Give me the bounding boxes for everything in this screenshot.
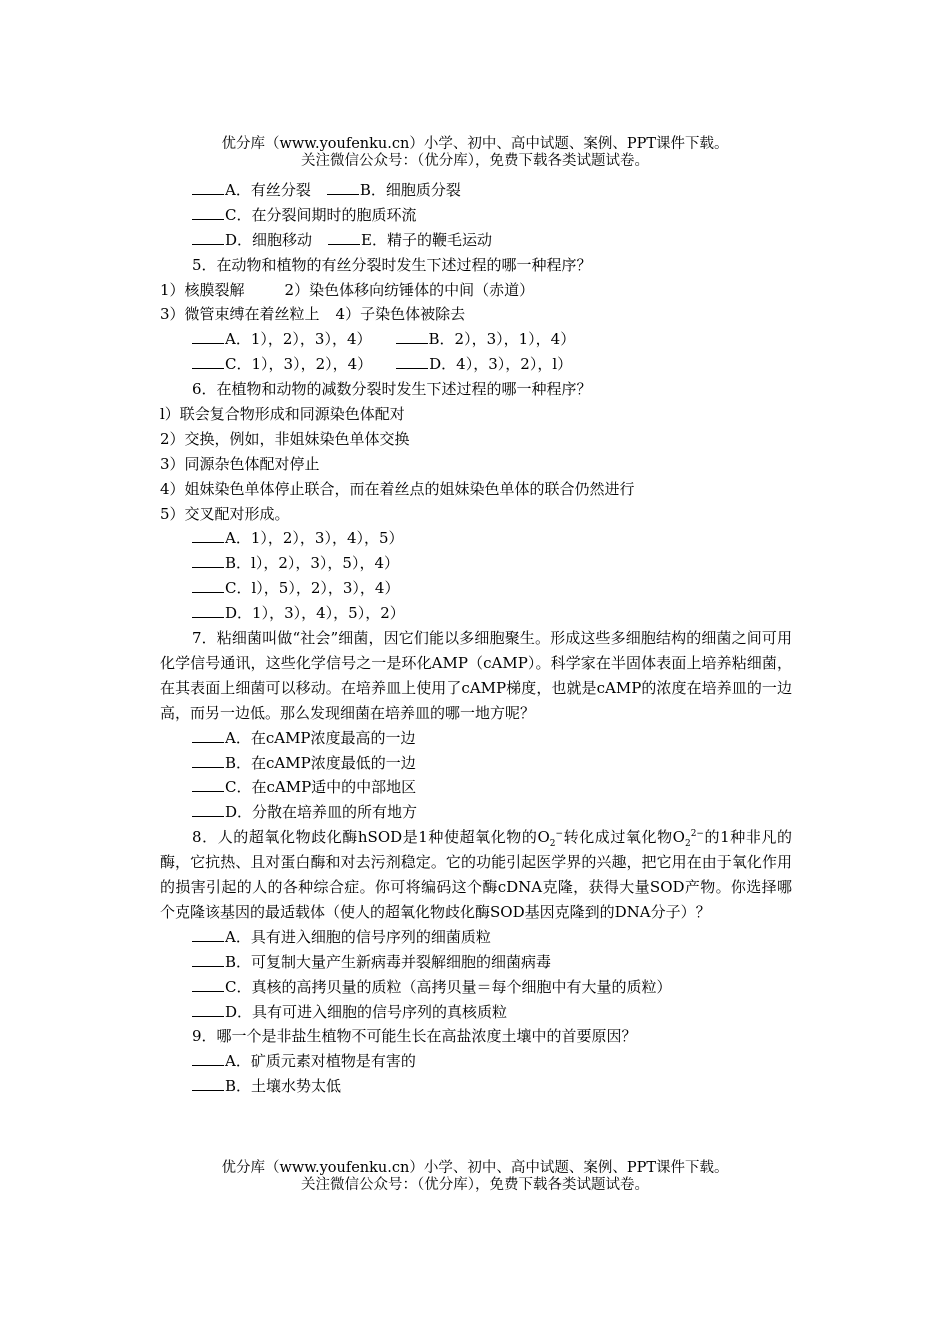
- footer-line-1: 优分库（www.youfenku.cn）小学、初中、高中试题、案例、PPT课件下载。: [221, 1160, 729, 1176]
- q5-item-1: 1）核膜裂解: [160, 280, 245, 299]
- answer-blank: [192, 752, 224, 768]
- q6-item: 3）同源杂色体配对停止: [160, 454, 320, 473]
- q8-stem-part-b: 转化成过氧化物O: [563, 828, 685, 847]
- header-line-1: 优分库（www.youfenku.cn）小学、初中、高中试题、案例、PPT课件下载。: [221, 136, 729, 152]
- q5-item-2: 2）染色体移向纺锤体的中间（赤道）: [284, 280, 535, 299]
- answer-blank: [327, 179, 359, 195]
- q7-option: [160, 775, 792, 800]
- q6-option-c: C．l），5），2），3），4）: [225, 579, 400, 598]
- q8-option-a: A．具有进入细胞的信号序列的细菌质粒: [225, 927, 491, 946]
- q8-stem-part-c: 的1种非凡的酶，它抗热、且对蛋白酶和对去污剂稳定。它的功能引起医学界的兴趣，把它用在由于氧化作用的损害引起的人的各种综合症。你可将编码这个酶cDNA克隆，获得大量SOD产物。你选择哪个克隆该基因的最适载体（使人的超氧化物歧化酶SOD基因克隆到的DNA分子）？: [160, 828, 792, 921]
- answer-blank: [192, 801, 224, 817]
- q6-option-b: B．l），2），3），5），4）: [225, 554, 399, 573]
- answer-blank: [192, 229, 224, 245]
- q5-options-cd: [160, 352, 792, 377]
- answer-blank: [396, 328, 428, 344]
- q6-item: 5）交叉配对形成。: [160, 504, 290, 523]
- q4-option-a: A．有丝分裂: [225, 181, 311, 199]
- answer-blank: [192, 926, 224, 942]
- q5-item-3: 3）微管束缚在着丝粒上: [160, 305, 320, 324]
- q5-option-b: B．2），3），1），4）: [428, 330, 576, 349]
- q8-subscript: 2: [549, 839, 556, 850]
- q8-option-c: C．真核的高拷贝量的质粒（高拷贝量＝每个细胞中有大量的质粒）: [225, 977, 672, 996]
- answer-blank: [192, 353, 224, 369]
- q9-option-a: A．矿质元素对植物是有害的: [225, 1052, 416, 1071]
- q7-option: [160, 800, 792, 825]
- q4-option-e: E．精子的鞭毛运动: [361, 230, 492, 249]
- q7-option-b: B．在cAMP浓度最低的一边: [225, 753, 416, 772]
- q8-stem-part-a: 8．人的超氧化物歧化酶hSOD是1种使超氧化物的O: [192, 828, 550, 847]
- answer-blank: [192, 577, 224, 593]
- q6-stem: 6．在植物和动物的减数分裂时发生下述过程的哪一种程序？: [192, 380, 592, 399]
- q6-option: [160, 551, 792, 576]
- q8-option: [160, 1000, 792, 1025]
- q8-option-d: D．具有可进入细胞的信号序列的真核质粒: [225, 1002, 508, 1021]
- q6-item: 2）交换，例如，非姐妹染色单体交换: [160, 429, 410, 448]
- document-body: [160, 178, 792, 1099]
- q6-option: [160, 601, 792, 626]
- q6-item: 4）姐妹染色单体停止联合，而在着丝点的姐妹染色单体的联合仍然进行: [160, 479, 635, 498]
- q5-item-4: 4）子染色体被除去: [335, 305, 466, 324]
- q6-option: [160, 526, 792, 551]
- answer-blank: [192, 552, 224, 568]
- q7-option-c: C．在cAMP适中的中部地区: [225, 778, 417, 797]
- q8-option-b: B．可复制大量产生新病毒并裂解细胞的细菌病毒: [225, 952, 552, 971]
- page-header: [0, 136, 950, 170]
- answer-blank: [192, 1075, 224, 1091]
- q8-option: [160, 975, 792, 1000]
- q4-option-b: B．细胞质分裂: [359, 181, 461, 199]
- q6-option-a: A．1），2），3），4），5）: [225, 529, 404, 548]
- q4-options-c: [160, 203, 792, 228]
- q4-option-c: C．在分裂间期时的胞质环流: [225, 205, 417, 224]
- answer-blank: [328, 229, 360, 245]
- answer-blank: [192, 179, 224, 195]
- q8-option: [160, 950, 792, 975]
- footer-line-2: 关注微信公众号：（优分库），免费下载各类试题试卷。: [301, 1177, 649, 1193]
- header-line-2: 关注微信公众号：（优分库），免费下载各类试题试卷。: [301, 153, 649, 169]
- q7-stem: 7．粘细菌叫做“社会”细菌，因它们能以多细胞聚生。形成这些多细胞结构的细菌之间可用化学信号通讯，这些化学信号之一是环化AMP（cAMP）。科学家在半固体表面上培养粘细菌，在其表面上细菌可以移动。在培养皿上使用了cAMP梯度，也就是cAMP的浓度在培养皿的一边高，而另一边低。那么发现细菌在培养皿的哪一地方呢？: [160, 629, 792, 722]
- q9-stem: 9．哪一个是非盐生植物不可能生长在高盐浓度土壤中的首要原因？: [192, 1027, 637, 1046]
- q7-option: [160, 726, 792, 751]
- answer-blank: [192, 976, 224, 992]
- q9-option: [160, 1049, 792, 1074]
- q6-option-d: D．1），3），4），5），2）: [225, 604, 405, 623]
- answer-blank: [192, 776, 224, 792]
- q5-stem: 5．在动物和植物的有丝分裂时发生下述过程的哪一种程序？: [192, 255, 592, 274]
- q9-option-b: B．土壤水势太低: [225, 1077, 342, 1096]
- q8-superscript: 2−: [690, 829, 704, 840]
- q8-subscript: 2: [684, 839, 691, 850]
- answer-blank: [192, 527, 224, 543]
- page-footer: [0, 1160, 950, 1194]
- q8-option: [160, 925, 792, 950]
- q5-items-1-2: [160, 278, 792, 303]
- q8-superscript: −: [555, 829, 564, 840]
- q7-option: [160, 751, 792, 776]
- q6-item: l）联会复合物形成和同源染色体配对: [160, 405, 405, 424]
- q5-items-3-4: [160, 302, 792, 327]
- q4-options-de: [160, 228, 792, 253]
- answer-blank: [192, 328, 224, 344]
- q5-option-a: A．1），2），3），4）: [225, 330, 372, 349]
- q5-options-ab: [160, 327, 792, 352]
- q8-stem: [160, 825, 792, 925]
- answer-blank: [192, 602, 224, 618]
- q7-option-a: A．在cAMP浓度最高的一边: [225, 728, 416, 747]
- q6-option: [160, 576, 792, 601]
- q4-option-d: D．细胞移动: [225, 230, 313, 249]
- q5-option-d: D．4），3），2），l）: [429, 355, 573, 374]
- answer-blank: [192, 1001, 224, 1017]
- answer-blank: [192, 1050, 224, 1066]
- q7-option-d: D．分散在培养皿的所有地方: [225, 803, 418, 822]
- q5-option-c: C．1），3），2），4）: [225, 355, 373, 374]
- answer-blank: [192, 204, 224, 220]
- answer-blank: [396, 353, 428, 369]
- q4-options-ab: [160, 178, 792, 203]
- q9-option: [160, 1074, 792, 1099]
- answer-blank: [192, 727, 224, 743]
- answer-blank: [192, 951, 224, 967]
